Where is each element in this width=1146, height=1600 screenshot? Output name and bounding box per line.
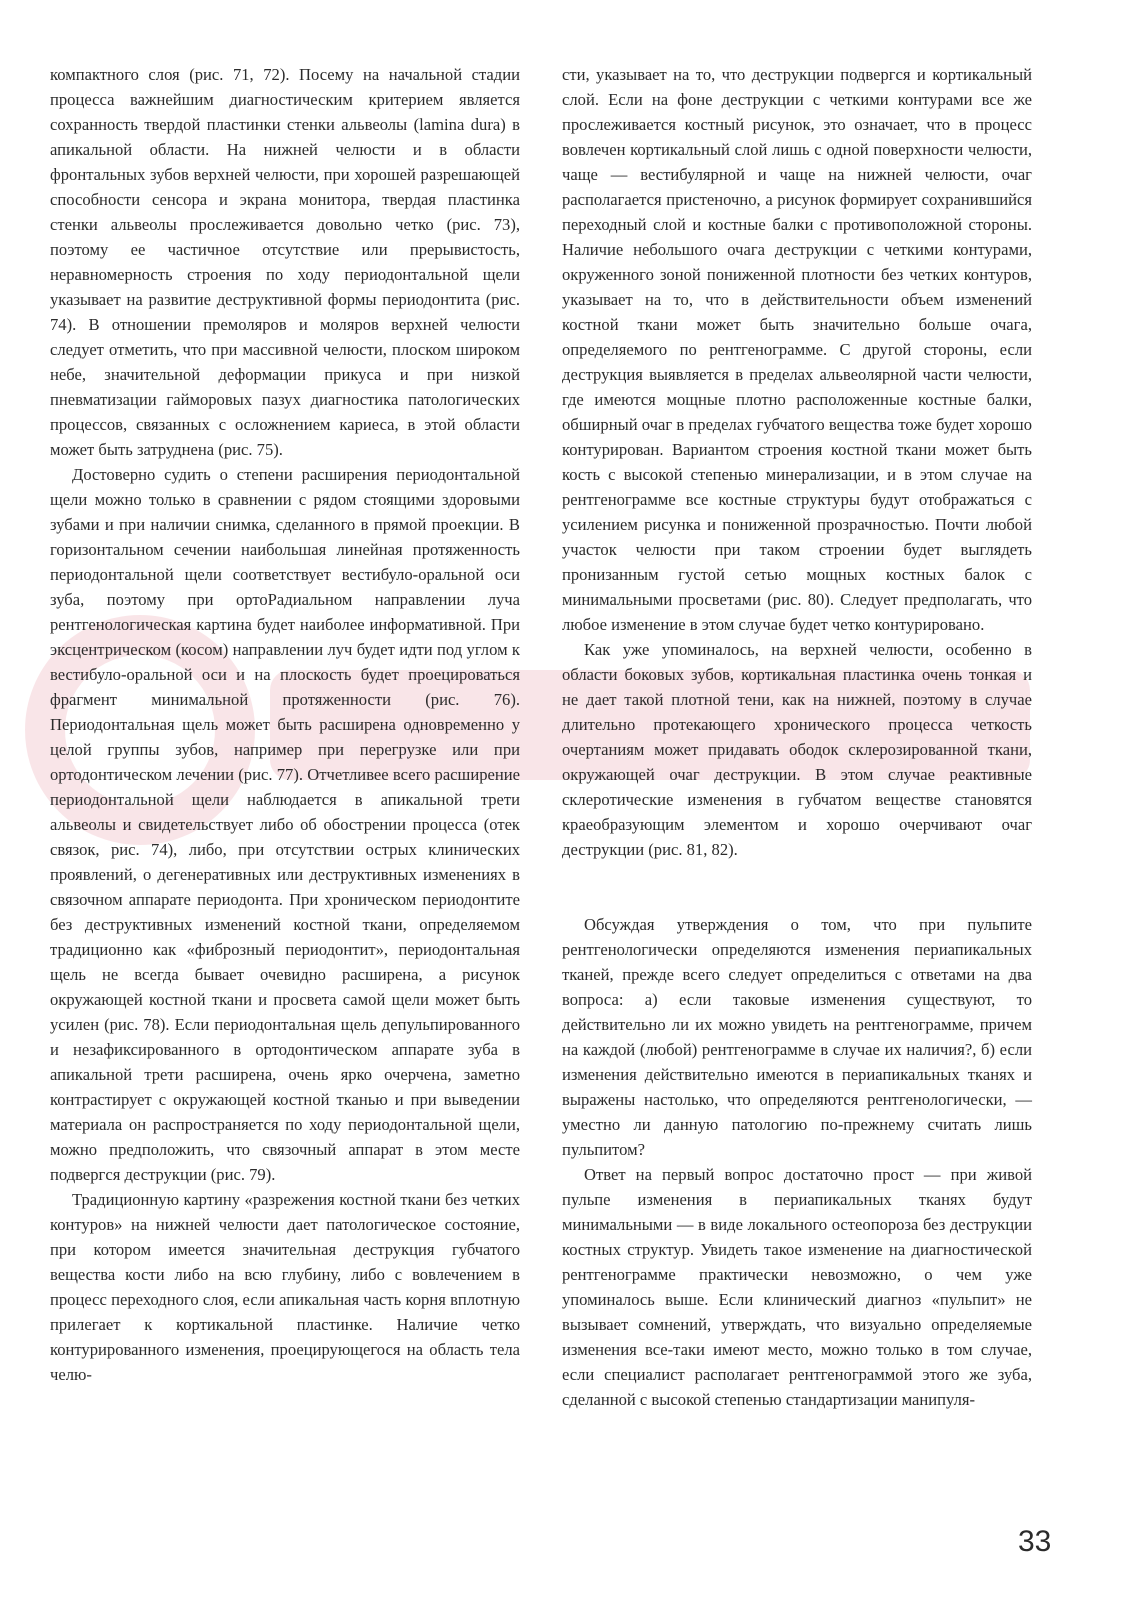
left-paragraph-3: Традиционную картину «разрежения костной ткани без четких контуров» на нижней челюсти дает патологическое состояние, при котором имеется значительная деструкция губчатого вещества кости либо на всю глубину, либо с вовлечением в процесс переходного слоя, если апикальная часть корня вплотную прилегает к кортикальной пластинке. Наличие четко контурированного изменения, проецирующегося на область тела челю-: [50, 1190, 520, 1384]
left-paragraph-2: Достоверно судить о степени расширения периодонтальной щели можно только в сравнении с рядом стоящими здоровыми зубами и при наличии снимка, сделанного в прямой проекции. В горизонтальном сечении наибольшая линейная протяженность периодонтальной щели соответствует вестибуло-оральной оси зуба, поэтому при ортоРадиальном направлении луча рентгенологическая картина будет наиболее информативной. При эксцентрическом (косом) направлении луч будет идти под углом к вестибуло-оральной оси и на плоскость будет проецироваться фрагмент минимальной протяженности (рис. 76). Периодонтальная щель может быть расширена одновременно у целой группы зубов, например при перегрузке или при ортодонтическом лечении (рис. 77). Отчетливее всего расширение периодонтальной щели наблюдается в апикальной трети альвеолы и свидетельствует либо об обострении процесса (отек связок, рис. 74), либо, при отсутствии острых клинических проявлений, о дегенеративных или деструктивных изменениях в связочном аппарате периодонта. При хроническом периодонтите без деструктивных изменений костной ткани, определяемом традиционно как «фиброзный периодонтит», периодонтальная щель не всегда бывает очевидно расширена, а рисунок окружающей костной ткани и просвета самой щели может быть усилен (рис. 78). Если периодонтальная щель депульпированного и незафиксированного в ортодонтическом аппарате зуба в апикальной трети расширена, очень ярко очерчена, заметно контрастирует с окружающей костной тканью и при выведении материала он распространяется по ходу периодонтальной щели, можно предположить, что связочный аппарат в этом месте подвергся деструкции (рис. 79).: [50, 465, 520, 1184]
right-paragraph-3: Обсуждая утверждения о том, что при пульпите рентгенологически определяются изменения периапикальных тканей, прежде всего следует определиться с ответами на два вопроса: а) если таковые изменения существуют, то действительно ли их можно увидеть на рентгенограмме, причем на каждой (любой) рентгенограмме в случае их наличия?, б) если изменения действительно имеются в периапикальных тканях и выражены настолько, что определяются рентгенологически, — уместно ли данную патологию по-прежнему считать лишь пульпитом?: [562, 915, 1032, 1159]
right-paragraph-4: Ответ на первый вопрос достаточно прост — при живой пульпе изменения в периапикальных тканях будут минимальными — в виде локального остеопороза без деструкции костных структур. Увидеть такое изменение на диагностической рентгенограмме практически невозможно, о чем уже упоминалось выше. Если клинический диагноз «пульпит» не вызывает сомнений, утверждать, что визуально определяемые изменения все-таки имеют место, можно только в том случае, если специалист располагает рентгенограммой этого же зуба, сделанной с высокой степенью стандартизации манипуля-: [562, 1165, 1032, 1409]
left-column: [50, 62, 520, 1387]
left-paragraph-1: компактного слоя (рис. 71, 72). Посему на начальной стадии процесса важнейшим диагностическим критерием является сохранность твердой пластинки стенки альвеолы (lamina dura) в апикальной области. На нижней челюсти и в области фронтальных зубов верхней челюсти, при хорошей разрешающей способности сенсора и экрана монитора, твердая пластинка стенки альвеолы прослеживается довольно четко (рис. 73), поэтому ее частичное отсутствие или прерывистость, неравномерность строения по ходу периодонтальной щели указывает на развитие деструктивной формы периодонтита (рис. 74). В отношении премоляров и моляров верхней челюсти следует отметить, что при массивной челюсти, плоском широком небе, значительной деформации прикуса и при низкой пневматизации гайморовых пазух диагностика патологических процессов, связанных с осложнением кариеса, в этой области может быть затруднена (рис. 75).: [50, 65, 520, 459]
right-paragraph-1: сти, указывает на то, что деструкции подвергся и кортикальный слой. Если на фоне деструкции с четкими контурами все же прослеживается костный рисунок, это означает, что в процесс вовлечен кортикальный слой лишь с одной поверхности челюсти, чаще — вестибулярной и чаще на нижней челюсти, очаг располагается пристеночно, а рисунок формирует сохранившийся переходный слой и костные балки с противоположной стороны. Наличие небольшого очага деструкции с четкими контурами, окруженного зоной пониженной плотности без четких контуров, указывает на то, что в действительности объем изменений костной ткани может быть значительно больше очага, определяемого по рентгенограмме. С другой стороны, если деструкция выявляется в пределах альвеолярной части челюсти, где имеются мощные плотно расположенные костные балки, обширный очаг в пределах губчатого вещества тоже будет хорошо контурирован. Вариантом строения костной ткани может быть кость с высокой степенью минерализации, и в этом случае на рентгенограмме все костные структуры будут отображаться с усилением рисунка и пониженной прозрачностью. Почти любой участок челюсти при таком строении будет выглядеть пронизанным густой сетью мощных костных балок с минимальными просветами (рис. 80). Следует предполагать, что любое изменение в этом случае будет четко контурировано.: [562, 65, 1032, 634]
right-paragraph-2: Как уже упоминалось, на верхней челюсти, особенно в области боковых зубов, кортикальная пластинка очень тонкая и не дает такой плотной тени, как на нижней, поэтому в случае длительно протекающего хронического процесса четкость очертаниям может придавать ободок склерозированной ткани, окружающей очаг деструкции. В этом случае реактивные склеротические изменения в губчатом веществе становятся краеобразующим элементом и хорошо очерчивают очаг деструкции (рис. 81, 82).: [562, 640, 1032, 859]
right-column: [562, 62, 1032, 1412]
page-number: 33: [1018, 1525, 1052, 1558]
